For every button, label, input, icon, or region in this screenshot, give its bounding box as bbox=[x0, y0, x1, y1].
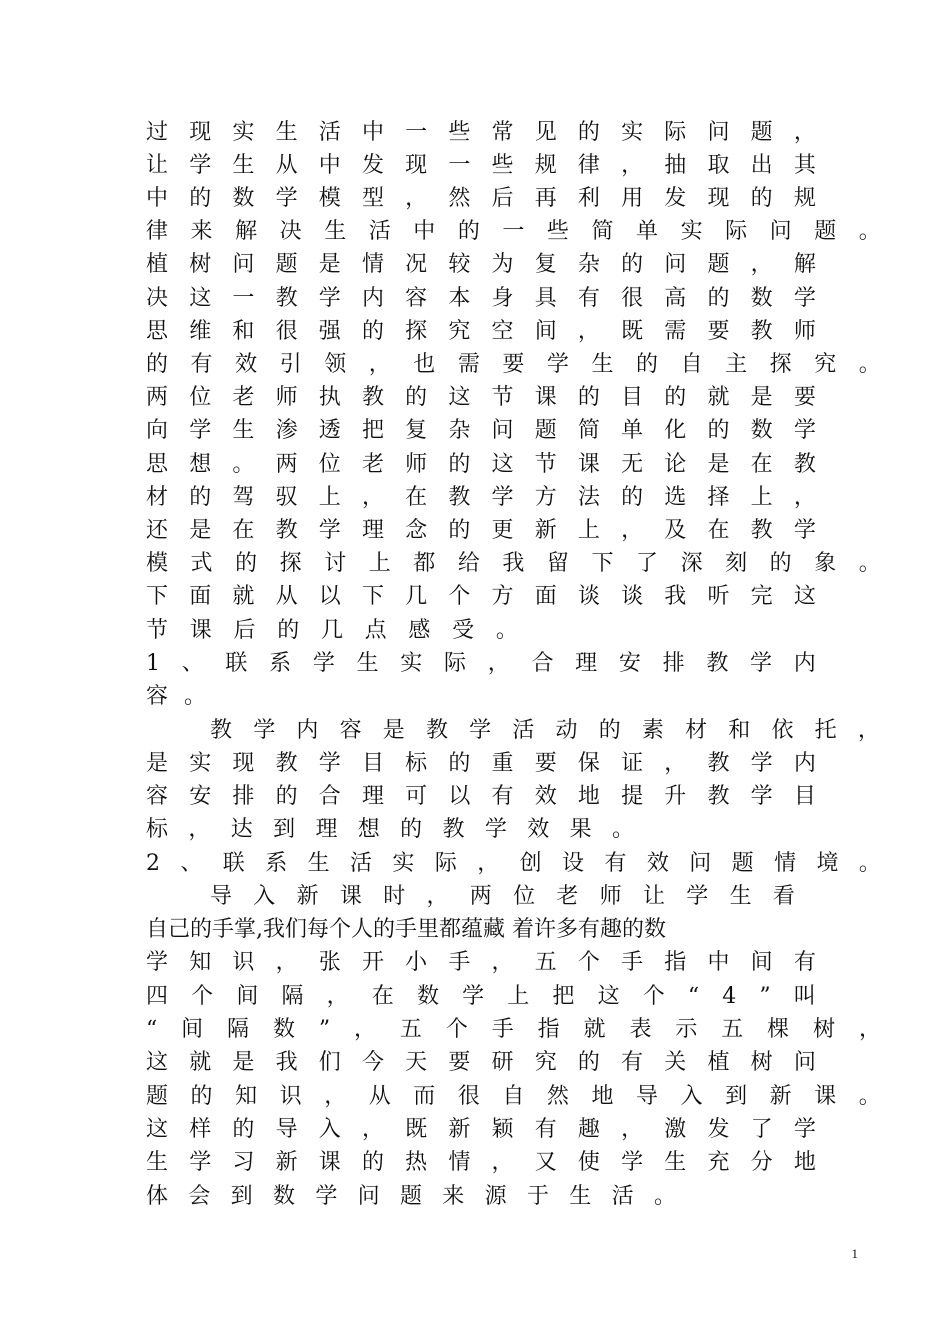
text-line: 的 有 效 引 领 ， 也 需 要 学 生 的 自 主 探 究 。 bbox=[146, 352, 881, 377]
text-line: “ 间 隔 数 ” ， 五 个 手 指 就 表 示 五 棵 树 ， bbox=[146, 1017, 881, 1042]
section-heading-1: 1 、 联 系 学 生 实 际 ， 合 理 安 排 教 学 内 bbox=[146, 651, 816, 676]
text-line: 体 会 到 数 学 问 题 来 源 于 生 活 。 bbox=[146, 1184, 676, 1209]
text-line: 学 知 识 ， 张 开 小 手 ， 五 个 手 指 中 间 有 bbox=[146, 950, 816, 975]
text-line: 模 式 的 探 讨 上 都 给 我 留 下 了 深 刻 的 象 。 bbox=[146, 551, 881, 576]
text-line: 思 想 。 两 位 老 师 的 这 节 课 无 论 是 在 教 bbox=[146, 452, 816, 477]
text-line: 让 学 生 从 中 发 现 一 些 规 律 ， 抽 取 出 其 bbox=[146, 153, 816, 178]
text-line: 材 的 驾 驭 上 ， 在 教 学 方 法 的 选 择 上 ， bbox=[146, 485, 816, 510]
text-line: 向 学 生 渗 透 把 复 杂 问 题 简 单 化 的 数 学 bbox=[146, 418, 816, 443]
text-line: 是 实 现 教 学 目 标 的 重 要 保 证 ， 教 学 内 bbox=[146, 751, 816, 776]
text-line: 节 课 后 的 几 点 感 受 。 bbox=[146, 618, 518, 643]
text-line: 律 来 解 决 生 活 中 的 一 些 简 单 实 际 问 题 。 bbox=[146, 219, 881, 244]
text-line: 容 。 bbox=[146, 684, 206, 709]
text-line: 教 学 内 容 是 教 学 活 动 的 素 材 和 依 托 ， bbox=[210, 718, 880, 743]
text-line: 还 是 在 教 学 理 念 的 更 新 上 ， 及 在 教 学 bbox=[146, 518, 816, 543]
section-heading-2: 2 、 联 系 生 活 实 际 ， 创 设 有 效 问 题 情 境 。 bbox=[146, 851, 881, 876]
text-line: 容 安 排 的 合 理 可 以 有 效 地 提 升 教 学 目 bbox=[146, 784, 816, 809]
text-line: 自己的手掌,我们每个人的手里都蕴藏 着许多有趣的数 bbox=[146, 917, 666, 942]
text-line: 过 现 实 生 活 中 一 些 常 见 的 实 际 问 题 ， bbox=[146, 120, 816, 145]
text-line: 植 树 问 题 是 情 况 较 为 复 杂 的 问 题 ， 解 bbox=[146, 252, 816, 277]
text-line: 下 面 就 从 以 下 几 个 方 面 谈 谈 我 听 完 这 bbox=[146, 584, 816, 609]
text-line: 导 入 新 课 时 ， 两 位 老 师 让 学 生 看 bbox=[210, 884, 795, 909]
text-line: 这 样 的 导 入 ， 既 新 颖 有 趣 ， 激 发 了 学 bbox=[146, 1117, 816, 1142]
text-line: 四 个 间 隔 ， 在 数 学 上 把 这 个 “ 4 ” 叫 bbox=[146, 984, 816, 1009]
text-line: 这 就 是 我 们 今 天 要 研 究 的 有 关 植 树 问 bbox=[146, 1050, 816, 1075]
page-number: 1 bbox=[851, 1246, 858, 1261]
text-line: 生 学 习 新 课 的 热 情 ， 又 使 学 生 充 分 地 bbox=[146, 1150, 816, 1175]
text-line: 思 维 和 很 强 的 探 究 空 间 ， 既 需 要 教 师 bbox=[146, 319, 816, 344]
text-line: 决 这 一 教 学 内 容 本 身 具 有 很 高 的 数 学 bbox=[146, 286, 816, 311]
text-line: 中 的 数 学 模 型 ， 然 后 再 利 用 发 现 的 规 bbox=[146, 186, 816, 211]
text-line: 题 的 知 识 ， 从 而 很 自 然 地 导 入 到 新 课 。 bbox=[146, 1084, 881, 1109]
text-line: 两 位 老 师 执 教 的 这 节 课 的 目 的 就 是 要 bbox=[146, 385, 816, 410]
text-line: 标 ， 达 到 理 想 的 教 学 效 果 。 bbox=[146, 817, 634, 842]
